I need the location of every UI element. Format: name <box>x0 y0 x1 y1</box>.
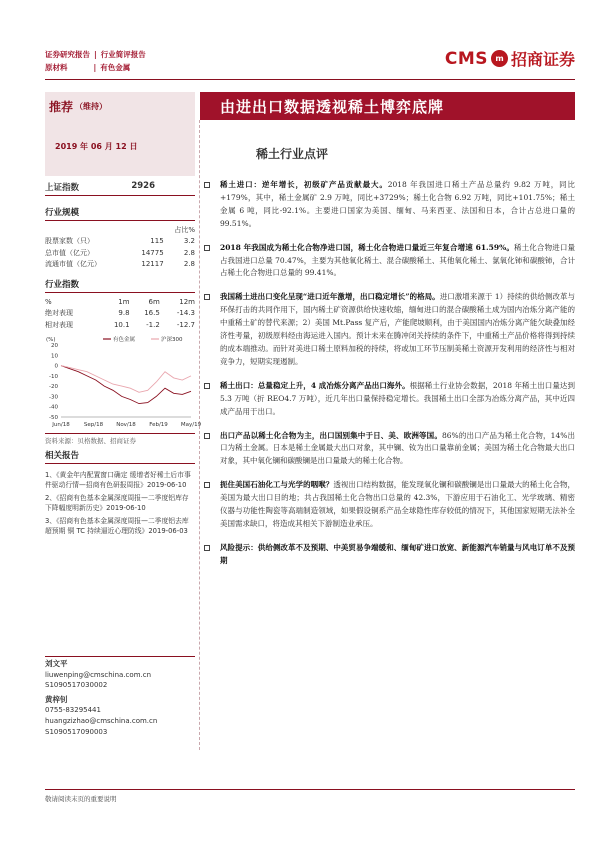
cell: 总市值（亿元） <box>45 248 94 257</box>
x-tick-label: Jun/18 <box>52 421 70 428</box>
index-chart <box>45 335 202 431</box>
paragraph-text: 稀土化合物进口量占我国进口总量 70.47%，主要为其他氧化稀土、混合碳酸稀土、其他氧化稀土、氯氧化铈和碳酸铈，合计占稀土化合物进口总量的 99.41%。 <box>220 242 575 278</box>
separator: | <box>93 63 97 72</box>
chart-source: 资料来源：贝格数据、招商证券 <box>45 433 195 445</box>
paragraph-text: 86%的出口产品为稀土化合物，14%出口为稀土金属。日本是稀土金属最大出口对象，其中镧、钕为出口量靠前金属；美国为稀土化合物最大出口对象，其中氧化镧和碳酸镧是出口量最大的稀土化合物。 <box>220 430 576 466</box>
report-type-label: 行业简评报告 <box>100 50 146 59</box>
paragraph-text: 2018 年我国进口稀土产品总量约 9.82 万吨，同比+179%，其中，稀土金属矿 2.9 万吨，同比+3729%；稀土化合物 6.92 万吨，同比+101.75%；稀土金属 6 吨，同比-92.1%。主要进口国家为美国、缅甸、马来西亚、法国和日本，合计占总进口量的 99.51%。 <box>220 180 576 228</box>
paragraph <box>204 380 575 419</box>
related-report-link[interactable]: 1、《黄金年内配置窗口确定 缓增者好稀土后市事件驱动行情—招商有色研报周报》2019-06-10 <box>45 470 191 489</box>
bullet-box-icon <box>204 294 210 300</box>
cell: -12.7 <box>176 320 195 329</box>
y-tick-label: 0 <box>54 363 58 370</box>
paragraph <box>204 542 575 568</box>
y-axis-unit: (%) <box>46 336 56 343</box>
paragraph <box>204 242 575 281</box>
table-header <box>45 296 195 308</box>
paragraph-text: 进口激增来源于 1）持续的供给侧改革与环保打击的共同作用下，国内稀土矿资源供给快速收缩，缅甸进口的混合碳酸稀土成为国内冶炼分离产能的中重稀土矿的替代来源；2）美国 Mt.Pass 复产后，产能爬坡顺利，由于美国国内冶炼分离产能欠缺叠加经济性考量，初级原料经由海运进入国内。预计未来在腾冲闭关持续的条件下，中重稀土产品价格将得到持续的成本端推动。而针对美进口稀土原料加税的持续，将或加工环节压制美稀土资源开发利用的经济性与相对竞争力，短期实现遏制。 <box>220 292 575 366</box>
paragraph <box>204 479 575 531</box>
paragraph-lead: 稀土进口：逆年增长，初级矿产品贡献最大。 <box>220 180 388 189</box>
footer-divider <box>45 789 575 790</box>
column-divider <box>199 120 200 750</box>
table-row <box>45 319 195 331</box>
cell: 2.8 <box>183 260 195 268</box>
x-tick-label: Feb/19 <box>149 421 168 428</box>
y-tick-label: -20 <box>49 383 58 390</box>
analyst-email[interactable]: liuwenping@cmschina.com.cn <box>45 670 152 679</box>
bullet-box-icon <box>204 383 210 389</box>
paragraph-text: 透视出口结构数据，能发现氧化镧和碳酸镧是出口量最大的稀土化合物，美国为最大出口目的地；共占我国稀土化合物出口总量的 42.3%，下游应用于石油化工、光学玻璃、精密仪器与功能性陶瓷等高端制造领域，如果假设铜系产品全球隐性库存较低的情况下，其他国家短期无法补全美国需求缺口，将造成其相关下游制造业承压。 <box>220 480 576 528</box>
related-report-link[interactable]: 2、《招商有色基本金属深度周报—二季度铝库存下降幅度明新历史》2019-06-10 <box>45 493 189 512</box>
table-row <box>45 236 195 248</box>
footer-note: 敬请阅读末页的重要说明 <box>45 795 117 803</box>
x-tick-label: May/19 <box>180 421 202 428</box>
paragraph-lead: 2018 年我国成为稀土化合物净进口国，稀土化合物进口量近三年复合增速 61.59%。 <box>220 242 514 252</box>
paragraph-lead: 扼住美国石油化工与光学的咽喉？ <box>220 480 334 490</box>
series-line-1 <box>61 365 191 403</box>
separator: | <box>94 50 97 59</box>
y-tick-label: 20 <box>51 342 58 349</box>
rating-box <box>45 92 195 120</box>
scale-heading: 行业规模 <box>45 206 195 221</box>
index-value: 2926 <box>131 181 155 191</box>
report-category <box>45 48 150 74</box>
bullet-box-icon <box>204 182 210 188</box>
analyst-name: 刘文平 <box>45 656 195 670</box>
cell: % <box>45 297 52 306</box>
paragraph <box>204 430 575 469</box>
bullet-box-icon <box>204 433 210 439</box>
sector-label: 原材料 <box>45 63 68 72</box>
paragraph-lead: 出口产品以稀土化合物为主，出口国别集中于日、美、欧洲等国。 <box>220 430 442 440</box>
logo-emblem-icon: m <box>491 50 508 67</box>
bullet-box-icon <box>204 545 210 551</box>
cell: 16.5 <box>144 309 160 317</box>
report-title: 由进出口数据透视稀土博弈底牌 <box>200 92 575 120</box>
perf-heading: 行业指数 <box>45 278 195 293</box>
paragraph <box>204 291 575 368</box>
scale-unit: 占比% <box>174 225 195 234</box>
cell: 12m <box>179 297 195 306</box>
cell: 3.2 <box>183 237 195 245</box>
related-heading: 相关报告 <box>45 449 195 464</box>
cell: 绝对表现 <box>45 309 73 317</box>
report-date: 2019 年 06 月 12 日 <box>45 120 195 176</box>
main-content <box>204 179 575 579</box>
subsector-label: 有色金属 <box>100 63 131 72</box>
related-reports <box>45 470 195 536</box>
index-chart-svg <box>45 335 202 431</box>
table-row <box>45 247 195 259</box>
x-tick-label: Nov/18 <box>116 421 136 428</box>
legend-label: 沪深300 <box>161 336 183 343</box>
paragraph <box>204 179 575 231</box>
analyst-info <box>45 656 195 737</box>
series-line-2 <box>61 365 191 392</box>
scale-table <box>45 224 195 270</box>
index-row <box>45 181 195 196</box>
logo-text-en: CMS <box>444 48 488 69</box>
rating-label: 推荐 <box>49 99 74 114</box>
analyst-phone: 0755-83295441 <box>45 706 101 715</box>
cell: 12117 <box>141 260 164 268</box>
cell: 2.8 <box>183 248 195 257</box>
x-tick-label: Sep/18 <box>83 421 104 428</box>
index-label: 上证指数 <box>45 183 80 193</box>
bullet-box-icon <box>204 245 210 251</box>
cell: 流通市值（亿元） <box>45 260 101 268</box>
header-divider <box>45 79 575 80</box>
cms-logo <box>445 47 575 70</box>
y-tick-label: -40 <box>49 404 58 411</box>
report-subtitle: 稀土行业点评 <box>256 147 329 161</box>
analyst-name: 黄梓钊 <box>45 694 68 704</box>
cell: 6m <box>148 297 160 306</box>
paragraph-lead: 我国稀土进出口变化呈现“进口近年激增，出口稳定增长”的格局。 <box>220 292 440 302</box>
cell: -14.3 <box>176 309 195 317</box>
cell: 1m <box>118 297 130 306</box>
analyst-id: S1090517090003 <box>45 727 108 736</box>
cell: 相对表现 <box>45 320 73 329</box>
rating-sub: （维持） <box>75 100 108 111</box>
paragraph-text: 根据稀土行业协会数据，2018 年稀土出口量达到 5.3 万吨（折 REO4.7 万吨），近几年出口量保持稳定增长。我国稀土出口全部为冶炼分离产品，其中近四成产品用于出口。 <box>220 380 575 416</box>
y-tick-label: 10 <box>51 352 58 359</box>
table-row <box>45 259 195 271</box>
category-label: 证券研究报告 <box>45 50 90 59</box>
y-tick-label: -30 <box>49 393 58 400</box>
y-tick-label: -10 <box>49 373 58 380</box>
cell: -1.2 <box>146 320 160 329</box>
paragraph-lead: 稀土出口：总量稳定上升，4 成冶炼分离产品出口海外。 <box>220 380 410 390</box>
logo-text-cn: 招商证券 <box>510 50 575 69</box>
related-report-link[interactable]: 3、《招商有色基本金属深度周报—二季度铝去库超预期 铜 TC 持续逼近心理防线》2019-06-03 <box>45 516 189 535</box>
perf-table <box>45 296 195 331</box>
cell: 14775 <box>141 248 164 257</box>
cell: 9.8 <box>118 309 130 317</box>
cell: 股票家数（只） <box>45 237 94 245</box>
cell: 115 <box>150 237 164 245</box>
analyst-email[interactable]: huangzizhao@cmschina.com.cn <box>45 716 158 725</box>
paragraph-lead: 风险提示：供给侧改革不及预期、中美贸易争端缓和、缅甸矿进口放宽、新能源汽车销量与风电订单不及预期 <box>220 542 575 565</box>
sidebar <box>45 181 202 539</box>
table-row <box>45 308 195 320</box>
analyst-id: S1090517030002 <box>45 681 108 690</box>
bullet-box-icon <box>204 482 210 488</box>
y-tick-label: -50 <box>49 414 58 421</box>
legend-label: 有色金属 <box>113 336 136 343</box>
cell: 10.1 <box>113 320 130 329</box>
